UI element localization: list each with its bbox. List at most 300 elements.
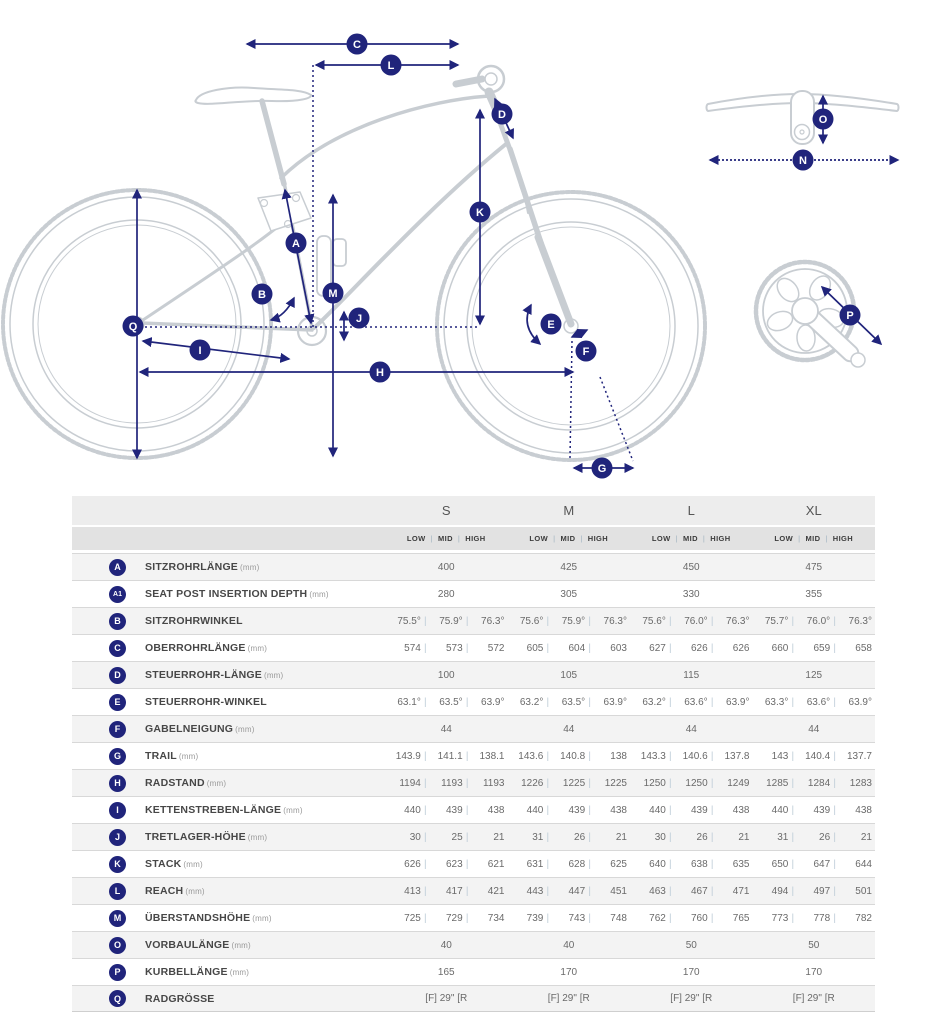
table-row <box>72 958 875 985</box>
value: 100 <box>437 669 455 681</box>
value-separator: | <box>465 750 469 762</box>
subheader-label: HIGH <box>832 534 854 543</box>
svg-text:K: K <box>476 206 484 219</box>
value: 631 <box>526 858 544 870</box>
row-badge-cell <box>72 856 145 873</box>
bike-geometry-diagram <box>0 0 936 494</box>
value-cell <box>508 878 631 904</box>
value-separator: | <box>588 831 591 843</box>
row-badge-cell <box>72 802 145 819</box>
value-cell <box>753 959 876 985</box>
value-separator: | <box>669 885 672 897</box>
value: 660 <box>771 642 789 654</box>
row-badge: J <box>109 829 126 846</box>
row-unit: (mm) <box>247 644 268 653</box>
value: 63.1° <box>397 696 421 708</box>
value-separator: | <box>546 642 550 654</box>
row-label-cell <box>145 966 385 978</box>
value-cell <box>753 608 876 634</box>
subheader-separator: | <box>430 534 433 543</box>
value-separator: | <box>669 804 672 816</box>
value-cell <box>508 608 631 634</box>
value-separator: | <box>465 804 469 816</box>
size-header: S <box>441 503 451 518</box>
row-label-cell <box>145 858 385 870</box>
value-cell <box>753 932 876 958</box>
row-label: TRAIL <box>145 750 177 762</box>
value: 75.6° <box>519 615 544 627</box>
row-badge: O <box>109 937 126 954</box>
row-label-cell <box>145 993 385 1005</box>
value-cell <box>753 581 876 607</box>
value-separator: | <box>424 615 427 627</box>
value-separator: | <box>833 750 836 762</box>
value: 63.2° <box>519 696 544 708</box>
subheader-label: LOW <box>651 534 671 543</box>
value: 605 <box>526 642 544 654</box>
value-cell <box>508 554 631 580</box>
value: 63.6° <box>684 696 708 708</box>
svg-text:B: B <box>258 288 266 301</box>
lowmidhigh-header <box>753 534 876 543</box>
svg-text:D: D <box>498 108 506 121</box>
value-cell <box>385 932 508 958</box>
value: 501 <box>855 885 872 897</box>
value-separator: | <box>424 642 427 654</box>
geometry-table-body <box>72 553 875 1012</box>
table-row <box>72 580 875 607</box>
value: 440 <box>526 804 544 816</box>
value-cell <box>385 878 508 904</box>
value-cell <box>753 743 876 769</box>
row-unit: (mm) <box>231 941 251 950</box>
badge-a <box>286 233 307 254</box>
value-separator: | <box>465 912 469 924</box>
value: 760 <box>690 912 708 924</box>
subheader-separator: | <box>825 534 828 543</box>
value: 76.0° <box>684 615 708 627</box>
svg-text:E: E <box>547 318 555 331</box>
value: 627 <box>649 642 666 654</box>
value-cell <box>385 554 508 580</box>
value: 438 <box>610 804 627 816</box>
row-badge: P <box>109 964 126 981</box>
value-cell <box>385 716 508 742</box>
value-separator: | <box>424 750 427 762</box>
table-row <box>72 607 875 634</box>
value-cell <box>508 770 631 796</box>
value: 170 <box>805 966 823 978</box>
value: 330 <box>682 588 700 600</box>
row-unit: (mm) <box>178 752 199 761</box>
value-separator: | <box>546 885 550 897</box>
value: 44 <box>685 723 697 735</box>
subheader-label: MID <box>682 534 698 543</box>
value: 647 <box>813 858 831 870</box>
row-label-cell <box>145 642 385 654</box>
value: 143 <box>771 750 789 762</box>
value: 75.6° <box>642 615 666 627</box>
down-tube <box>314 144 506 328</box>
value-cell <box>630 824 753 850</box>
row-badge: A1 <box>109 586 126 603</box>
value: [F] 29" [R <box>425 993 468 1004</box>
row-label: VORBAULÄNGE <box>145 939 230 951</box>
value: 494 <box>771 885 789 897</box>
value: 44 <box>808 723 820 735</box>
table-row <box>72 715 875 742</box>
value: 1284 <box>807 777 831 789</box>
svg-text:H: H <box>376 366 384 379</box>
size-header: L <box>687 503 695 518</box>
value: 44 <box>563 723 575 735</box>
value: 63.9° <box>848 696 872 708</box>
svg-text:I: I <box>198 344 202 357</box>
value-cell <box>753 716 876 742</box>
value: 63.9° <box>726 696 750 708</box>
value: 604 <box>568 642 586 654</box>
value: 659 <box>813 642 831 654</box>
value: 63.5° <box>561 696 586 708</box>
table-row <box>72 877 875 904</box>
value-cell <box>630 878 753 904</box>
value-separator: | <box>710 912 714 924</box>
row-badge: C <box>109 640 126 657</box>
value: 31 <box>532 831 544 843</box>
value-separator: | <box>465 696 469 708</box>
table-row <box>72 688 875 715</box>
geometry-table <box>72 496 875 1012</box>
row-label: SITZROHRWINKEL <box>145 615 243 627</box>
value: 603 <box>610 642 627 654</box>
value-separator: | <box>465 777 469 789</box>
value: 443 <box>526 885 544 897</box>
value-separator: | <box>424 885 427 897</box>
value: 170 <box>560 966 578 978</box>
table-row <box>72 850 875 877</box>
value-cell <box>630 689 753 715</box>
value-separator: | <box>710 885 714 897</box>
value-separator: | <box>833 777 836 789</box>
dim-f <box>572 330 587 337</box>
value-cell <box>753 797 876 823</box>
lowmidhigh-header <box>630 534 753 543</box>
value-separator: | <box>546 750 550 762</box>
value: 417 <box>445 885 463 897</box>
value-separator: | <box>465 642 469 654</box>
value: 743 <box>568 912 586 924</box>
value: 658 <box>855 642 872 654</box>
seatpost <box>262 101 284 184</box>
table-row <box>72 904 875 931</box>
value: 748 <box>610 912 627 924</box>
row-badge: I <box>109 802 126 819</box>
value: 440 <box>404 804 421 816</box>
value-separator: | <box>465 858 469 870</box>
row-label-cell <box>145 777 385 789</box>
value: 773 <box>771 912 789 924</box>
value-separator: | <box>710 750 714 762</box>
value: 623 <box>445 858 463 870</box>
value: 765 <box>732 912 750 924</box>
value-cell <box>385 689 508 715</box>
value-cell <box>385 797 508 823</box>
row-unit: (mm) <box>247 833 268 842</box>
badge-e <box>541 314 562 335</box>
value-cell <box>385 635 508 661</box>
value: 574 <box>404 642 421 654</box>
value: 76.0° <box>806 615 831 627</box>
value-separator: | <box>424 696 427 708</box>
value-separator: | <box>710 858 714 870</box>
value: 626 <box>732 642 750 654</box>
badge-g <box>592 458 613 479</box>
svg-text:P: P <box>846 309 854 322</box>
shock-reservoir <box>333 239 346 266</box>
row-label-cell <box>145 696 385 708</box>
value-separator: | <box>833 912 836 924</box>
value-cell <box>385 905 508 931</box>
top-tube <box>281 96 489 178</box>
value: 40 <box>563 939 575 951</box>
row-badge: Q <box>109 990 126 1007</box>
value: 31 <box>777 831 789 843</box>
value-separator: | <box>710 777 714 789</box>
value-separator: | <box>424 777 427 789</box>
value: 1249 <box>727 777 750 789</box>
value-separator: | <box>424 804 427 816</box>
value: [F] 29" [R <box>670 993 713 1004</box>
value: 1283 <box>849 777 872 789</box>
value: 26 <box>819 831 831 843</box>
value: 1250 <box>643 777 666 789</box>
row-badge-cell <box>72 667 145 684</box>
row-unit: (mm) <box>252 914 272 923</box>
value-separator: | <box>791 696 795 708</box>
value: 140.6 <box>682 750 708 762</box>
badge-c <box>347 34 368 55</box>
fork-lowers <box>538 237 571 324</box>
row-badge-cell <box>72 937 145 954</box>
value-separator: | <box>833 804 836 816</box>
value-cell <box>385 743 508 769</box>
value: 63.2° <box>642 696 666 708</box>
value-separator: | <box>669 912 672 924</box>
value: 635 <box>732 858 750 870</box>
value-cell <box>508 635 631 661</box>
value-separator: | <box>710 696 714 708</box>
row-badge: L <box>109 883 126 900</box>
value: 63.9° <box>603 696 627 708</box>
value-separator: | <box>669 696 672 708</box>
value: 762 <box>649 912 666 924</box>
value: 140.8 <box>560 750 586 762</box>
row-label-cell <box>145 885 385 897</box>
value: 30 <box>654 831 666 843</box>
row-unit: (mm) <box>263 671 284 680</box>
value: 44 <box>440 723 452 735</box>
value: 21 <box>860 831 872 843</box>
svg-text:Q: Q <box>128 320 138 333</box>
saddle <box>195 88 311 104</box>
row-badge: M <box>109 910 126 927</box>
badge-m <box>323 283 344 304</box>
subheader-label: MID <box>560 534 576 543</box>
value-separator: | <box>588 615 591 627</box>
value: 439 <box>813 804 831 816</box>
value-cell <box>630 905 753 931</box>
value-cell <box>630 986 753 1011</box>
row-badge-cell <box>72 964 145 981</box>
value: 1225 <box>604 777 627 789</box>
value: 638 <box>690 858 708 870</box>
row-badge: D <box>109 667 126 684</box>
row-unit: (mm) <box>183 860 203 869</box>
value: 475 <box>805 561 823 573</box>
row-label: RADGRÖSSE <box>145 992 215 1005</box>
value: 438 <box>487 804 505 816</box>
value-cell <box>630 716 753 742</box>
row-label: ÜBERSTANDSHÖHE <box>145 912 251 924</box>
trail-dotted-vertical <box>570 341 572 458</box>
row-label-cell <box>145 831 385 843</box>
value: 143.6 <box>518 750 544 762</box>
value-cell <box>508 824 631 850</box>
dim-e-arc <box>527 305 540 344</box>
value: 644 <box>855 858 872 870</box>
table-row <box>72 553 875 580</box>
value-cell <box>508 743 631 769</box>
row-label: STACK <box>145 858 182 870</box>
subheader-separator: | <box>457 534 461 543</box>
svg-text:O: O <box>818 113 828 126</box>
value-separator: | <box>833 696 836 708</box>
value-separator: | <box>710 804 714 816</box>
subheader-label: LOW <box>529 534 549 543</box>
row-label: SEAT POST INSERTION DEPTH <box>145 588 308 600</box>
value: 137.8 <box>724 750 750 762</box>
value-separator: | <box>791 885 795 897</box>
value-cell <box>630 554 753 580</box>
badge-b <box>252 284 273 305</box>
value-separator: | <box>833 858 836 870</box>
value: 626 <box>690 642 708 654</box>
value: 782 <box>855 912 872 924</box>
value: 76.3° <box>603 615 627 627</box>
value-separator: | <box>669 858 672 870</box>
value-separator: | <box>669 642 672 654</box>
value: 1193 <box>441 777 463 789</box>
value-separator: | <box>791 615 795 627</box>
table-row <box>72 661 875 688</box>
badge-j <box>349 308 370 329</box>
value-cell <box>630 608 753 634</box>
value-separator: | <box>791 858 795 870</box>
badge-d <box>492 104 513 125</box>
value: 440 <box>649 804 666 816</box>
value-separator: | <box>546 696 550 708</box>
value: 76.3° <box>481 615 505 627</box>
value-cell <box>753 851 876 877</box>
value-cell <box>630 797 753 823</box>
value: 125 <box>805 669 823 681</box>
value-separator: | <box>710 642 714 654</box>
table-row <box>72 634 875 661</box>
value: 63.5° <box>439 696 463 708</box>
value-separator: | <box>424 858 427 870</box>
row-unit: (mm) <box>309 590 329 599</box>
value-cell <box>630 581 753 607</box>
value-separator: | <box>669 777 672 789</box>
row-label-cell <box>145 750 385 762</box>
value-cell <box>385 770 508 796</box>
value-cell <box>508 716 631 742</box>
subheader-separator: | <box>675 534 678 543</box>
svg-text:J: J <box>355 312 363 325</box>
value: 734 <box>487 912 505 924</box>
subheader-label: HIGH <box>587 534 609 543</box>
row-label: TRETLAGER-HÖHE <box>145 831 246 843</box>
value: 413 <box>404 885 421 897</box>
svg-text:L: L <box>387 59 395 72</box>
value: 439 <box>690 804 708 816</box>
value-separator: | <box>791 912 795 924</box>
svg-text:G: G <box>597 462 607 475</box>
row-label-cell <box>145 615 385 627</box>
value-cell <box>753 689 876 715</box>
value: 467 <box>690 885 708 897</box>
value: 439 <box>445 804 463 816</box>
value-separator: | <box>833 615 836 627</box>
value: 739 <box>526 912 544 924</box>
value: 471 <box>732 885 750 897</box>
value: 30 <box>409 831 421 843</box>
pedal-hole <box>851 353 865 367</box>
value: 165 <box>437 966 455 978</box>
row-badge: F <box>109 721 126 738</box>
value-cell <box>753 824 876 850</box>
value: 21 <box>615 831 627 843</box>
size-header: M <box>563 503 575 518</box>
badge-q <box>123 316 144 337</box>
row-badge-cell <box>72 613 145 630</box>
handlebar-front-view <box>707 91 899 144</box>
table-row <box>72 985 875 1012</box>
value: 450 <box>682 561 700 573</box>
row-badge: K <box>109 856 126 873</box>
stem-front <box>791 91 814 144</box>
value: 25 <box>451 831 463 843</box>
row-label: GABELNEIGUNG <box>145 723 234 735</box>
value-cell <box>508 662 631 688</box>
row-unit: (mm) <box>229 968 250 977</box>
lowmidhigh-header <box>385 534 508 543</box>
row-label-cell <box>145 588 385 600</box>
value-separator: | <box>588 777 591 789</box>
value-separator: | <box>669 615 672 627</box>
value-separator: | <box>588 642 591 654</box>
value: 75.5° <box>397 615 421 627</box>
value: 115 <box>683 669 700 681</box>
value: 105 <box>560 669 578 681</box>
svg-text:A: A <box>292 237 300 250</box>
value-separator: | <box>546 831 550 843</box>
value: 725 <box>404 912 421 924</box>
value: 438 <box>855 804 872 816</box>
row-badge-cell <box>72 640 145 657</box>
row-label-cell <box>145 804 385 816</box>
value-separator: | <box>465 885 469 897</box>
